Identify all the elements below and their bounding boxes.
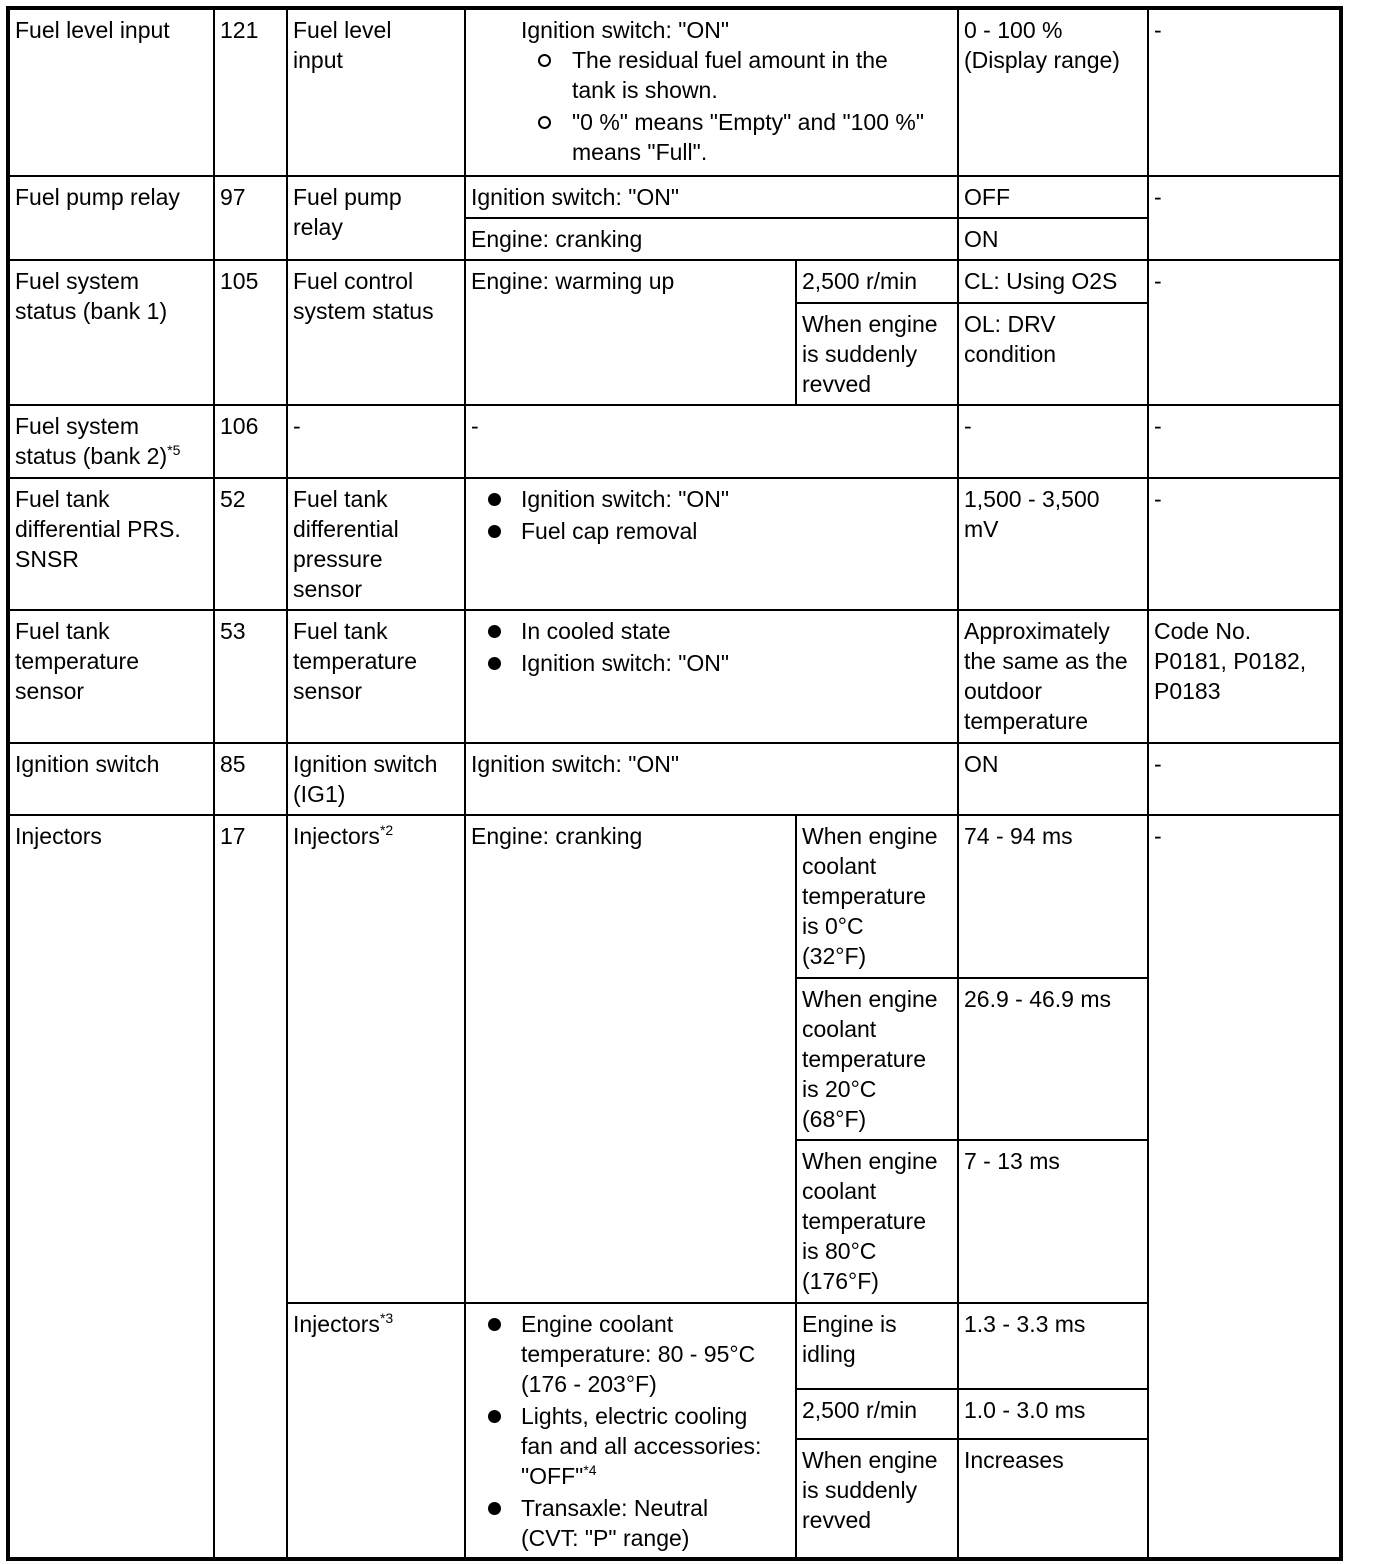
pid-cell: 53 xyxy=(214,610,287,743)
list-item: Transaxle: Neutral (CVT: "P" range) xyxy=(471,1493,789,1553)
name-cell: - xyxy=(287,405,465,478)
subcondition-cell: When engine coolant temperature is 20°C (68°F) xyxy=(796,978,958,1140)
name-cell: Fuel tank temperature sensor xyxy=(287,610,465,743)
spec-cell: 7 - 13 ms xyxy=(958,1140,1148,1303)
condition-cell: - xyxy=(465,405,958,478)
condition-cell: Ignition switch: "ON" xyxy=(465,176,958,218)
name-cell: Ignition switch (IG1) xyxy=(287,743,465,815)
name-cell: Fuel level input xyxy=(287,8,465,176)
footnote-mark: *5 xyxy=(167,442,181,458)
subcondition-cell: When engine is suddenly revved xyxy=(796,303,958,405)
subcondition-cell: When engine coolant temperature is 0°C (32°F) xyxy=(796,815,958,978)
subcondition-cell: When engine coolant temperature is 80°C (176°F) xyxy=(796,1140,958,1303)
ref-cell: - xyxy=(1148,405,1341,478)
list-item: Ignition switch: "ON" xyxy=(471,484,951,514)
bullet-icon xyxy=(488,1318,501,1331)
pid-cell: 106 xyxy=(214,405,287,478)
list-item: Ignition switch: "ON" xyxy=(471,648,951,678)
spec-cell: OFF xyxy=(958,176,1148,218)
item-cell: Fuel pump relay xyxy=(8,176,214,260)
ref-cell: - xyxy=(1148,743,1341,815)
list-item: Engine coolant temperature: 80 - 95°C (176 - 203°F) xyxy=(471,1309,789,1399)
spec-cell: 26.9 - 46.9 ms xyxy=(958,978,1148,1140)
table-row xyxy=(8,176,1341,218)
list-item: In cooled state xyxy=(471,616,951,646)
spec-cell: 1.3 - 3.3 ms xyxy=(958,1303,1148,1389)
subcondition-cell: 2,500 r/min xyxy=(796,1389,958,1439)
circle-bullet-icon xyxy=(538,116,551,129)
name-cell: Fuel tank differential pressure sensor xyxy=(287,478,465,610)
spec-cell: ON xyxy=(958,218,1148,260)
footnote-mark: *4 xyxy=(583,1462,597,1478)
name-cell: Fuel pump relay xyxy=(287,176,465,260)
condition-cell: Ignition switch: "ON" xyxy=(465,743,958,815)
spec-table xyxy=(6,6,1343,1561)
condition-notes xyxy=(471,45,951,167)
item-cell: Fuel system status (bank 2)$^{*5}$ xyxy=(8,405,214,478)
list-item: The residual fuel amount in the tank is shown. xyxy=(471,45,951,105)
item-cell: Injectors xyxy=(8,815,214,1559)
list-item: "0 %" means "Empty" and "100 %" means "Full". xyxy=(471,107,951,167)
bullet-icon xyxy=(488,493,501,506)
pid-cell: 52 xyxy=(214,478,287,610)
table-row xyxy=(8,8,1341,176)
ref-cell: - xyxy=(1148,815,1341,1559)
table-row xyxy=(8,260,1341,303)
table-row xyxy=(8,405,1341,478)
item-cell: Fuel tank differential PRS. SNSR xyxy=(8,478,214,610)
bullet-icon xyxy=(488,525,501,538)
condition-cell: Engine: cranking xyxy=(465,218,958,260)
pid-cell: 85 xyxy=(214,743,287,815)
subcondition-cell: When engine is suddenly revved xyxy=(796,1439,958,1559)
condition-cell xyxy=(465,1303,796,1559)
table-row xyxy=(8,815,1341,978)
item-cell: Fuel level input xyxy=(8,8,214,176)
bullet-icon xyxy=(488,1410,501,1423)
spec-cell: Increases xyxy=(958,1439,1148,1559)
ref-cell: - xyxy=(1148,260,1341,405)
spec-cell: ON xyxy=(958,743,1148,815)
footnote-mark: *3 xyxy=(379,1310,394,1326)
subcondition-cell: 2,500 r/min xyxy=(796,260,958,303)
spec-cell: 1.0 - 3.0 ms xyxy=(958,1389,1148,1439)
spec-cell: 1,500 - 3,500 mV xyxy=(958,478,1148,610)
list-item: Lights, electric cooling fan and all accessories: "OFF"$^{*4}$ xyxy=(471,1401,789,1491)
name-cell: Fuel control system status xyxy=(287,260,465,405)
item-cell: Fuel system status (bank 1) xyxy=(8,260,214,405)
name-cell: Injectors$^{*2}$ xyxy=(287,815,465,1303)
spec-cell: Approximately the same as the outdoor temperature xyxy=(958,610,1148,743)
spec-cell: 0 - 100 % (Display range) xyxy=(958,8,1148,176)
spec-cell: CL: Using O2S xyxy=(958,260,1148,303)
table-row xyxy=(8,610,1341,743)
pid-cell: 97 xyxy=(214,176,287,260)
spec-cell: - xyxy=(958,405,1148,478)
pid-cell: 17 xyxy=(214,815,287,1559)
ref-cell: Code No. P0181, P0182, P0183 xyxy=(1148,610,1341,743)
spec-cell: OL: DRV condition xyxy=(958,303,1148,405)
condition-cell: Ignition switch: "ON" The residual fuel amount in the tank is shown. "0 %" means "Empty" and "100 %" means "Full". xyxy=(465,8,958,176)
condition-cell xyxy=(465,610,958,743)
table-row xyxy=(8,743,1341,815)
bullet-icon xyxy=(488,1502,501,1515)
condition-cell: Engine: warming up xyxy=(465,260,796,405)
spec-cell: 74 - 94 ms xyxy=(958,815,1148,978)
bullet-icon xyxy=(488,625,501,638)
subcondition-cell: Engine is idling xyxy=(796,1303,958,1389)
footnote-mark: *2 xyxy=(379,822,394,838)
ref-cell: - xyxy=(1148,176,1341,260)
item-cell: Fuel tank temperature sensor xyxy=(8,610,214,743)
condition-cell: Engine: cranking xyxy=(465,815,796,1303)
circle-bullet-icon xyxy=(538,54,551,67)
pid-cell: 121 xyxy=(214,8,287,176)
name-cell: Injectors$^{*3}$ xyxy=(287,1303,465,1559)
condition-cell xyxy=(465,478,958,610)
bullet-icon xyxy=(488,657,501,670)
pid-cell: 105 xyxy=(214,260,287,405)
list-item: Fuel cap removal xyxy=(471,516,951,546)
ref-cell: - xyxy=(1148,8,1341,176)
table-row xyxy=(8,478,1341,610)
item-cell: Ignition switch xyxy=(8,743,214,815)
ref-cell: - xyxy=(1148,478,1341,610)
